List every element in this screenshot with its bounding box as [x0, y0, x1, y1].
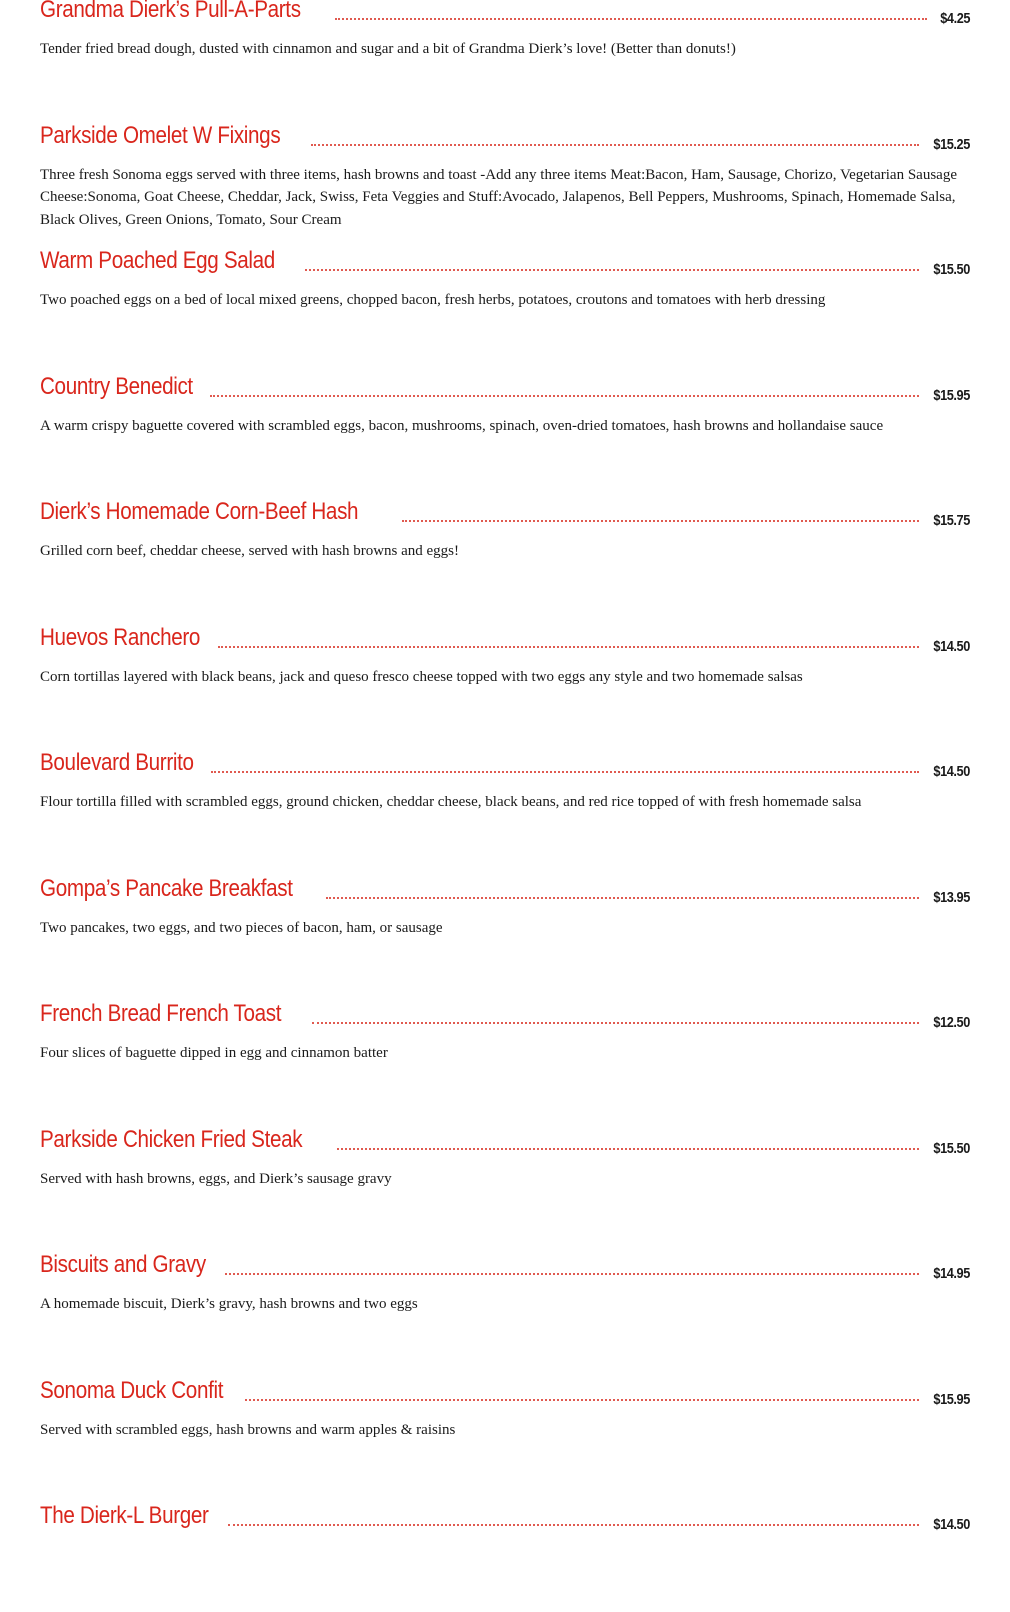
menu-item-price: $15.50: [933, 261, 970, 278]
menu-item-price: $13.95: [933, 888, 970, 906]
menu-item-price: $15.50: [933, 1139, 970, 1157]
menu-item-price: $14.50: [933, 637, 970, 655]
menu-item: [40, 1486, 970, 1612]
menu-item-price: $14.50: [933, 1516, 970, 1533]
menu-item: [40, 1361, 970, 1487]
menu-item-description: A warm crispy baguette covered with scrambled eggs, bacon, mushrooms, spinach, oven-dried tomatoes, hash browns and hollandaise sauce: [40, 417, 884, 434]
menu-item-description: Two poached eggs on a bed of local mixed greens, chopped bacon, fresh herbs, potatoes, croutons and tomatoes with herb dressing: [40, 292, 826, 308]
menu-item-header: [40, 106, 970, 153]
dotted-leader: [312, 1021, 919, 1024]
menu-item-description: Three fresh Sonoma eggs served with three items, hash browns and toast -Add any three items Meat:Bacon, Ham, Sausage, Chorizo, Vegetarian Sausage Cheese:Sonoma, Goat Cheese, Cheddar, Jack, Swiss, Feta Veggies and Stuff:Avocado, Jalapenos, Bell Peppers, Mushrooms, Spinach, Homemade Salsa, Black Olives, Green Onions, Tomato, Sour Cream: [40, 166, 957, 228]
dotted-leader: [337, 1147, 919, 1150]
menu-item-name: Parkside Chicken Fried Steak: [40, 1125, 303, 1153]
dotted-leader: [225, 1272, 919, 1275]
menu-item-name: Grandma Dierk’s Pull-A-Parts: [40, 0, 301, 23]
dotted-leader: [335, 17, 927, 20]
menu-item: [40, 608, 970, 734]
menu-item-description: Corn tortillas layered with black beans, jack and queso fresco cheese topped with two eggs any style and two homemade salsas: [40, 668, 803, 685]
menu-item-name: Parkside Omelet W Fixings: [40, 121, 281, 149]
menu-item: [40, 859, 970, 985]
menu-item: [40, 1110, 970, 1236]
menu-item-description: Four slices of baguette dipped in egg and cinnamon batter: [40, 1045, 388, 1061]
menu-item-header: [40, 0, 970, 27]
menu-item: [40, 106, 970, 232]
menu-item-header: [40, 357, 970, 404]
menu-item-name: Warm Poached Egg Salad: [40, 247, 275, 274]
menu-item: [40, 733, 970, 859]
menu-item-name: Country Benedict: [40, 372, 193, 400]
menu-item-description: Served with hash browns, eggs, and Dierk’s sausage gravy: [40, 1170, 392, 1187]
menu-item-header: [40, 1110, 970, 1157]
dotted-leader: [218, 645, 919, 648]
dotted-leader: [210, 394, 919, 397]
menu-item-description: Served with scrambled eggs, hash browns and warm apples & raisins: [40, 1421, 456, 1438]
menu-item-description: Flour tortilla filled with scrambled eggs, ground chicken, cheddar cheese, black beans, and red rice topped of with fresh homemade salsa: [40, 794, 862, 810]
menu-list: [40, 0, 970, 1612]
menu-item-header: [40, 608, 970, 655]
menu-item-header: [40, 859, 970, 906]
menu-item-price: $4.25: [940, 10, 970, 27]
menu-item-header: [40, 231, 970, 278]
menu-item-header: [40, 733, 970, 780]
menu-item-name: Dierk’s Homemade Corn-Beef Hash: [40, 498, 359, 525]
menu-item-name: Boulevard Burrito: [40, 749, 194, 776]
dotted-leader: [228, 1523, 919, 1526]
menu-item-header: [40, 984, 970, 1031]
menu-item-name: French Bread French Toast: [40, 1000, 282, 1027]
menu-item-description: Two pancakes, two eggs, and two pieces of bacon, ham, or sausage: [40, 919, 443, 936]
menu-item: [40, 0, 970, 106]
menu-item-price: $12.50: [933, 1014, 970, 1031]
menu-item: [40, 1235, 970, 1361]
dotted-leader: [305, 268, 919, 271]
menu-item-name: Gompa’s Pancake Breakfast: [40, 874, 293, 902]
menu-item-description: Tender fried bread dough, dusted with cinnamon and sugar and a bit of Grandma Dierk’s love! (Better than donuts!): [40, 41, 736, 57]
menu-item-description: Grilled corn beef, cheddar cheese, served with hash browns and eggs!: [40, 543, 460, 559]
menu-item-name: Huevos Ranchero: [40, 623, 201, 651]
menu-item-header: [40, 482, 970, 529]
dotted-leader: [326, 896, 919, 899]
menu-item-price: $14.95: [933, 1265, 970, 1282]
menu-item: [40, 984, 970, 1110]
menu-item-header: [40, 1361, 970, 1408]
menu-item: [40, 231, 970, 357]
menu-item-price: $15.25: [933, 135, 970, 153]
menu-item-name: Sonoma Duck Confit: [40, 1376, 224, 1404]
menu-item: [40, 357, 970, 483]
menu-item-header: [40, 1486, 970, 1533]
dotted-leader: [402, 519, 919, 522]
menu-item-name: The Dierk-L Burger: [40, 1502, 209, 1529]
dotted-leader: [245, 1398, 919, 1401]
dotted-leader: [311, 143, 919, 146]
menu-item-description: A homemade biscuit, Dierk’s gravy, hash browns and two eggs: [40, 1296, 418, 1312]
dotted-leader: [211, 770, 919, 773]
menu-item-price: $15.95: [933, 1390, 970, 1408]
menu-item: [40, 482, 970, 608]
menu-item-price: $15.95: [933, 386, 970, 404]
menu-item-price: $15.75: [933, 512, 970, 529]
menu-item-header: [40, 1235, 970, 1282]
menu-item-name: Biscuits and Gravy: [40, 1251, 206, 1278]
menu-item-price: $14.50: [933, 763, 970, 780]
